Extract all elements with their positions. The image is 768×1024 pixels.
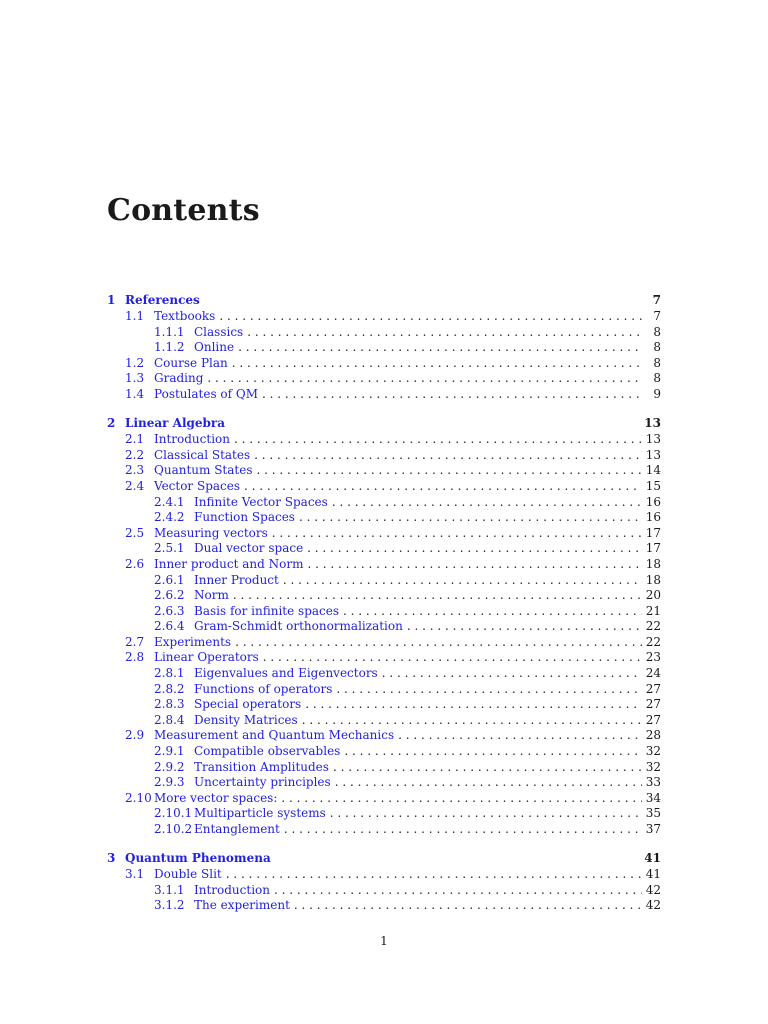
toc-dot-leader (398, 728, 642, 744)
toc-entry-number[interactable]: 2.8.1 (154, 666, 185, 681)
toc-entry-title-link[interactable]: Basis for infinite spaces (194, 603, 340, 618)
toc-entry-title-link[interactable]: Functions of operators (194, 681, 333, 696)
toc-entry-title-link[interactable]: Double Slit (154, 867, 222, 882)
toc-dot-leader (344, 744, 641, 760)
toc-entry-number[interactable]: 2.9.2 (154, 759, 185, 774)
toc-entry-title-link[interactable]: Density Matrices (194, 712, 298, 727)
toc-entry-title-link[interactable]: Gram-Schmidt orthonormalization (194, 619, 403, 634)
toc-entry-number[interactable]: 1 (107, 293, 116, 307)
toc-entry-number[interactable]: 2.9.3 (154, 775, 185, 790)
toc-dot-leader (307, 557, 641, 573)
toc-entry-number[interactable]: 2 (107, 416, 116, 431)
toc-section-entry[interactable] (107, 448, 661, 464)
toc-dot-leader (234, 432, 642, 448)
toc-entry-number[interactable]: 3 (107, 851, 116, 866)
toc-entry-page-number: 7 (653, 309, 661, 323)
toc-entry-page-number: 13 (644, 416, 661, 431)
toc-entry-number[interactable]: 2.6.3 (154, 603, 185, 618)
toc-entry-number[interactable]: 2.9 (125, 728, 145, 743)
toc-entry-title-link[interactable]: Inner Product (194, 572, 279, 587)
toc-entry-title-link[interactable]: Linear Algebra (125, 416, 226, 431)
toc-entry-number[interactable]: 2.10.1 (154, 806, 193, 821)
toc-entry-title-link[interactable]: Introduction (194, 882, 270, 897)
toc-subsection-entry[interactable] (107, 775, 661, 791)
toc-dot-leader (283, 573, 642, 589)
toc-entry-title-link[interactable]: Vector Spaces (154, 478, 241, 493)
toc-subsection-entry[interactable] (107, 573, 661, 589)
page-title: Contents (107, 193, 260, 228)
toc-subsection-entry[interactable] (107, 744, 661, 760)
toc-entry-page-number: 32 (645, 759, 661, 774)
toc-dot-leader (256, 463, 641, 479)
toc-subsection-entry[interactable] (107, 340, 661, 356)
toc-entry-page-number: 42 (645, 898, 661, 913)
toc-entry-page-number: 8 (653, 340, 661, 355)
toc-entry-title-link[interactable]: Quantum States (154, 463, 253, 478)
toc-subsection-entry[interactable] (107, 325, 661, 341)
toc-dot-leader (330, 806, 642, 822)
toc-entry-number[interactable]: 2.6.4 (154, 619, 185, 634)
toc-entry-number[interactable]: 1.3 (125, 371, 145, 386)
toc-entry-number[interactable]: 1.1.1 (154, 324, 185, 339)
toc-entry-page-number: 35 (645, 806, 661, 821)
toc-dot-leader (226, 867, 642, 883)
toc-subsection-entry[interactable] (107, 541, 661, 557)
toc-entry-title-link[interactable]: Special operators (194, 697, 302, 712)
toc-chapter-entry[interactable] (107, 416, 661, 432)
toc-entry-title-link[interactable]: Multiparticle systems (194, 806, 326, 821)
toc-entry-page-number: 41 (644, 851, 661, 866)
toc-entry-number[interactable]: 2.5.1 (154, 541, 185, 556)
toc-entry-number[interactable]: 3.1.2 (154, 898, 185, 913)
toc-entry-title-link[interactable]: Inner product and Norm (154, 556, 304, 571)
toc-subsection-entry[interactable] (107, 588, 661, 604)
toc-subsection-entry[interactable] (107, 806, 661, 822)
toc-entry-number[interactable]: 2.1 (125, 432, 145, 447)
toc-entry-title-link[interactable]: Experiments (154, 634, 232, 649)
toc-entry-number[interactable]: 2.4.1 (154, 494, 185, 509)
toc-entry-number[interactable]: 2.7 (125, 634, 145, 649)
toc-subsection-entry[interactable] (107, 713, 661, 729)
toc-entry-number[interactable]: 3.1.1 (154, 882, 185, 897)
toc-dot-leader (244, 479, 642, 495)
toc-dot-leader (307, 541, 642, 557)
toc-entry-title-link[interactable]: Postulates of QM (154, 386, 259, 401)
toc-section-entry[interactable] (107, 479, 661, 495)
toc-entry-page-number: 34 (645, 790, 661, 805)
toc-entry-page-number: 8 (653, 355, 661, 370)
toc-entry-title-link[interactable]: Entanglement (194, 822, 280, 836)
toc-subsection-entry[interactable] (107, 495, 661, 511)
toc-entry-page-number: 23 (645, 650, 661, 665)
toc-entry-page-number: 14 (645, 463, 661, 478)
toc-dot-leader (305, 697, 642, 713)
toc-dot-leader (302, 713, 642, 729)
toc-entry-page-number: 32 (645, 744, 661, 759)
toc-entry-title-link[interactable]: Quantum Phenomena (125, 851, 271, 866)
toc-entry-title-link[interactable]: Course Plan (154, 355, 228, 370)
toc-section-entry[interactable] (107, 371, 661, 387)
toc-dot-leader (299, 510, 642, 526)
table-of-contents (107, 293, 661, 914)
toc-dot-leader (262, 387, 643, 403)
toc-entry-page-number: 13 (645, 432, 661, 447)
toc-entry-page-number: 22 (645, 634, 661, 649)
toc-entry-page-number: 24 (645, 666, 661, 681)
toc-dot-leader (343, 604, 642, 620)
toc-entry-page-number: 22 (645, 619, 661, 634)
page-number: 1 (380, 934, 388, 948)
toc-chapter-entry[interactable] (107, 293, 661, 309)
toc-entry-number[interactable]: 3.1 (125, 867, 145, 882)
toc-entry-title-link[interactable]: Linear Operators (154, 650, 259, 665)
toc-dot-leader (335, 775, 642, 791)
toc-dot-leader (219, 309, 643, 325)
toc-entry-title-link[interactable]: Function Spaces (194, 510, 295, 525)
toc-entry-page-number: 9 (653, 386, 661, 401)
toc-entry-number[interactable]: 2.9.1 (154, 744, 185, 759)
toc-entry-page-number: 20 (645, 588, 661, 603)
toc-entry-title-link[interactable]: Online (194, 340, 235, 355)
toc-entry-page-number: 27 (645, 697, 661, 712)
toc-entry-number[interactable]: 1.2 (125, 355, 145, 370)
toc-entry-number[interactable]: 2.4.2 (154, 510, 185, 525)
toc-subsection-entry[interactable] (107, 510, 661, 526)
toc-section-entry[interactable] (107, 791, 661, 807)
toc-section-entry[interactable] (107, 387, 661, 403)
toc-entry-page-number: 27 (645, 712, 661, 727)
toc-entry-title-link[interactable]: Measuring vectors (154, 525, 268, 540)
toc-dot-leader (281, 791, 641, 807)
toc-entry-page-number: 41 (645, 867, 661, 882)
toc-subsection-entry[interactable] (107, 898, 661, 914)
toc-dot-leader (333, 760, 642, 776)
toc-entry-number[interactable]: 1.1.2 (154, 340, 185, 355)
toc-entry-title-link[interactable]: Transition Amplitudes (194, 759, 329, 774)
toc-entry-page-number: 27 (645, 681, 661, 696)
toc-subsection-entry[interactable] (107, 666, 661, 682)
toc-entry-page-number: 17 (645, 525, 661, 540)
toc-entry-number[interactable]: 1.1 (125, 309, 145, 323)
toc-entry-number[interactable]: 2.6.2 (154, 588, 185, 603)
toc-subsection-entry[interactable] (107, 883, 661, 899)
toc-entry-page-number: 8 (653, 324, 661, 339)
toc-dot-leader (284, 822, 642, 838)
toc-entry-number[interactable]: 2.2 (125, 447, 145, 462)
toc-dot-leader (263, 650, 642, 666)
toc-entry-number[interactable]: 2.6.1 (154, 572, 185, 587)
toc-entry-page-number: 42 (645, 882, 661, 897)
toc-entry-title-link[interactable]: Textbooks (154, 309, 216, 323)
toc-subsection-entry[interactable] (107, 682, 661, 698)
toc-entry-page-number: 21 (645, 603, 661, 618)
toc-section-entry[interactable] (107, 463, 661, 479)
toc-entry-title-link[interactable]: Measurement and Quantum Mechanics (154, 728, 395, 743)
toc-chapter-entry[interactable] (107, 851, 661, 867)
toc-section-entry[interactable] (107, 557, 661, 573)
toc-entry-page-number: 16 (645, 494, 661, 509)
toc-entry-title-link[interactable]: Classics (194, 324, 244, 339)
toc-section-entry[interactable] (107, 867, 661, 883)
toc-dot-leader (382, 666, 642, 682)
toc-subsection-entry[interactable] (107, 760, 661, 776)
toc-entry-title-link[interactable]: Grading (154, 371, 204, 386)
toc-section-entry[interactable] (107, 309, 661, 325)
toc-dot-leader (238, 340, 643, 356)
toc-entry-title-link[interactable]: Eigenvalues and Eigenvectors (194, 666, 378, 681)
toc-dot-leader (247, 325, 643, 341)
toc-entry-title-link[interactable]: Introduction (154, 432, 230, 447)
toc-entry-page-number: 28 (645, 728, 661, 743)
toc-dot-leader (407, 619, 642, 635)
toc-entry-title-link[interactable]: The experiment (194, 898, 290, 913)
toc-subsection-entry[interactable] (107, 619, 661, 635)
toc-entry-number[interactable]: 2.4 (125, 478, 145, 493)
toc-subsection-entry[interactable] (107, 697, 661, 713)
toc-dot-leader (254, 448, 642, 464)
toc-section-entry[interactable] (107, 635, 661, 651)
toc-section-entry[interactable] (107, 432, 661, 448)
toc-entry-number[interactable]: 2.10.2 (154, 822, 193, 836)
toc-entry-number[interactable]: 2.10 (125, 790, 152, 805)
toc-entry-page-number: 33 (645, 775, 661, 790)
toc-subsection-entry[interactable] (107, 604, 661, 620)
toc-entry-number[interactable]: 2.5 (125, 525, 145, 540)
toc-section-entry[interactable] (107, 650, 661, 666)
toc-dot-leader (233, 588, 642, 604)
toc-entry-title-link[interactable]: Uncertainty principles (194, 775, 331, 790)
toc-entry-page-number: 8 (653, 371, 661, 386)
toc-section-entry[interactable] (107, 526, 661, 542)
toc-entry-title-link[interactable]: References (125, 293, 200, 307)
toc-entry-number[interactable]: 2.6 (125, 556, 145, 571)
toc-entry-page-number: 18 (645, 572, 661, 587)
toc-entry-page-number: 7 (652, 293, 661, 307)
toc-entry-page-number: 18 (645, 556, 661, 571)
toc-entry-title-link[interactable]: Compatible observables (194, 744, 341, 759)
toc-entry-number[interactable]: 2.8 (125, 650, 145, 665)
toc-dot-leader (235, 635, 642, 651)
toc-entry-page-number: 16 (645, 510, 661, 525)
toc-entry-number[interactable]: 1.4 (125, 386, 145, 401)
toc-subsection-entry[interactable] (107, 822, 661, 838)
toc-dot-leader (336, 682, 641, 698)
toc-entry-page-number: 17 (645, 541, 661, 556)
toc-dot-leader (207, 371, 643, 387)
toc-entry-number[interactable]: 2.8.4 (154, 712, 185, 727)
toc-section-entry[interactable] (107, 356, 661, 372)
toc-entry-title-link[interactable]: Infinite Vector Spaces (194, 494, 328, 509)
toc-entry-page-number: 13 (645, 447, 661, 462)
toc-dot-leader (232, 356, 643, 372)
toc-entry-page-number: 37 (645, 822, 661, 836)
toc-entry-number[interactable]: 2.3 (125, 463, 145, 478)
toc-dot-leader (274, 883, 642, 899)
toc-entry-number[interactable]: 2.8.2 (154, 681, 185, 696)
toc-dot-leader (272, 526, 642, 542)
toc-dot-leader (332, 495, 642, 511)
toc-section-entry[interactable] (107, 728, 661, 744)
toc-entry-title-link[interactable]: Norm (194, 588, 229, 603)
toc-entry-title-link[interactable]: Dual vector space (194, 541, 304, 556)
toc-entry-title-link[interactable]: More vector spaces: (154, 790, 278, 805)
toc-entry-title-link[interactable]: Classical States (154, 447, 251, 462)
toc-entry-page-number: 15 (645, 478, 661, 493)
toc-dot-leader (294, 898, 642, 914)
toc-entry-number[interactable]: 2.8.3 (154, 697, 185, 712)
